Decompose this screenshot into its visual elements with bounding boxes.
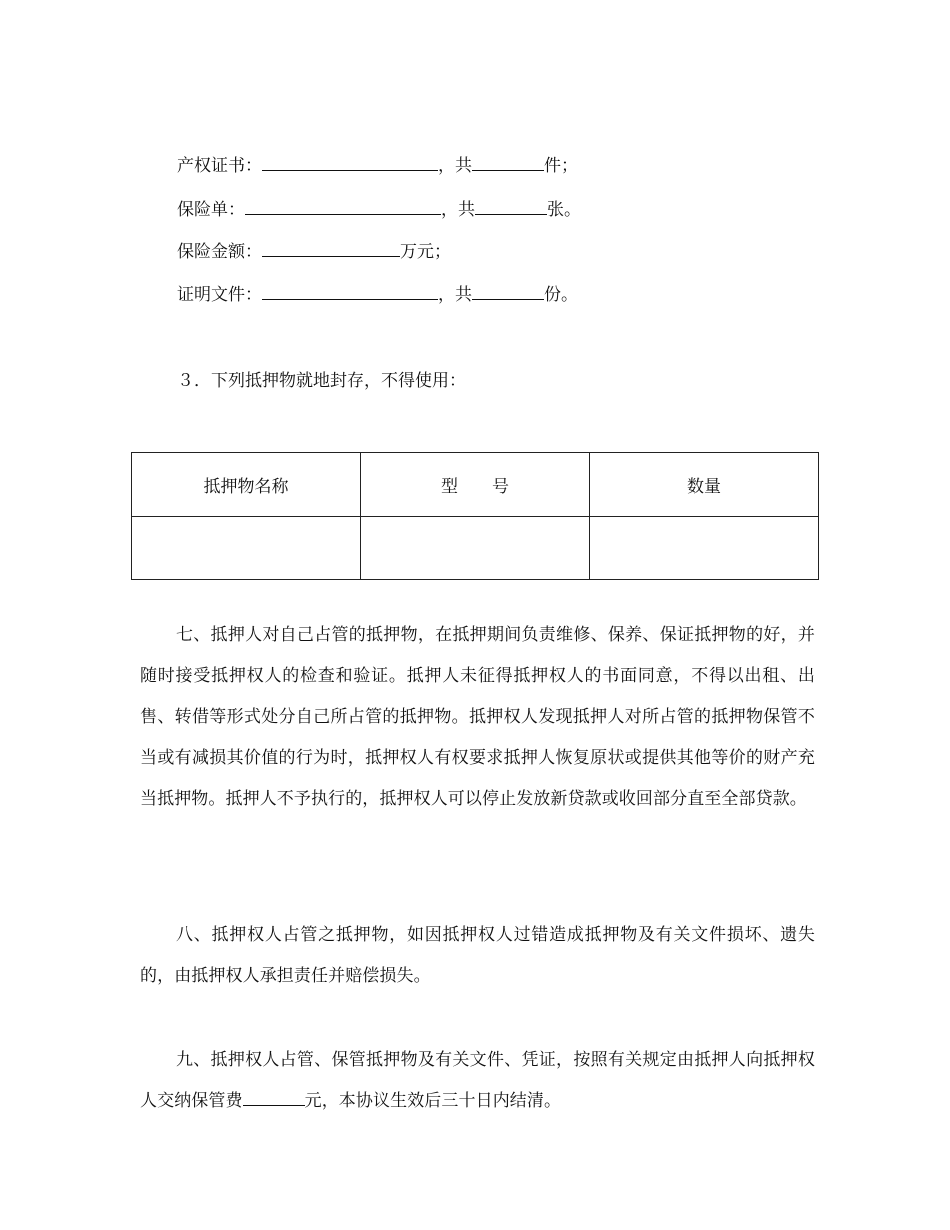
blank-line: [243, 1091, 305, 1106]
blank-line: [472, 156, 544, 171]
table-header-model: 型 号: [361, 453, 590, 517]
table-row: [132, 517, 819, 580]
clause-7: 七、抵押人对自己占管的抵押物，在抵押期间负责维修、保养、保证抵押物的好，并随时接受抵押权人的检查和验证。抵押人未征得抵押权人的书面同意，不得以出租、出售、转借等形式处分自己所占管的抵押物。抵押权人发现抵押人对所占管的抵押物保管不当或有减损其价值的行为时，抵押权人有权要求抵押人恢复原状或提供其他等价的财产充当抵押物。抵押人不予执行的，抵押权人可以停止发放新贷款或收回部分直至全部贷款。: [140, 625, 815, 809]
field-property-certificate: [177, 156, 578, 176]
field-unit: 张。: [547, 200, 581, 220]
blank-line: [262, 156, 438, 171]
field-insurance-policy: [177, 200, 581, 220]
section-3-heading: ３．下列抵押物就地封存，不得使用：: [177, 371, 466, 391]
blank-line: [472, 285, 544, 300]
field-label: 保险单：: [177, 200, 245, 220]
table-cell: [590, 517, 819, 580]
blank-line: [262, 285, 438, 300]
field-unit: 份。: [544, 285, 578, 305]
blank-line: [262, 242, 400, 257]
field-label: 产权证书：: [177, 156, 262, 176]
clause-9-text-end: 元，本协议生效后三十日内结清。: [304, 1091, 562, 1111]
clause-8: 八、抵押权人占管之抵押物，如因抵押权人过错造成抵押物及有关文件损坏、遗失的，由抵押权人承担责任并赔偿损失。: [140, 925, 815, 986]
table-cell: [132, 517, 361, 580]
table-cell: [361, 517, 590, 580]
mortgage-items-table: [131, 452, 819, 580]
field-separator: ，共: [441, 200, 475, 220]
field-unit: 万元；: [400, 242, 451, 262]
table-header-quantity: 数量: [590, 453, 819, 517]
field-separator: ，共: [438, 156, 472, 176]
clause-9: [140, 1040, 815, 1122]
blank-line: [475, 200, 547, 215]
table-header-name: 抵押物名称: [132, 453, 361, 517]
field-label: 证明文件：: [177, 285, 262, 305]
field-unit: 件；: [544, 156, 578, 176]
clause-9-text: 九、抵押权人占管、保管抵押物及有关文件、凭证，按照有关规定由抵押人向抵押权人交纳保管费: [140, 1050, 815, 1111]
field-label: 保险金额：: [177, 242, 262, 262]
field-supporting-documents: [177, 285, 578, 305]
field-separator: ，共: [438, 285, 472, 305]
field-insurance-amount: [177, 242, 451, 262]
table-header-row: [132, 453, 819, 517]
blank-line: [245, 200, 441, 215]
